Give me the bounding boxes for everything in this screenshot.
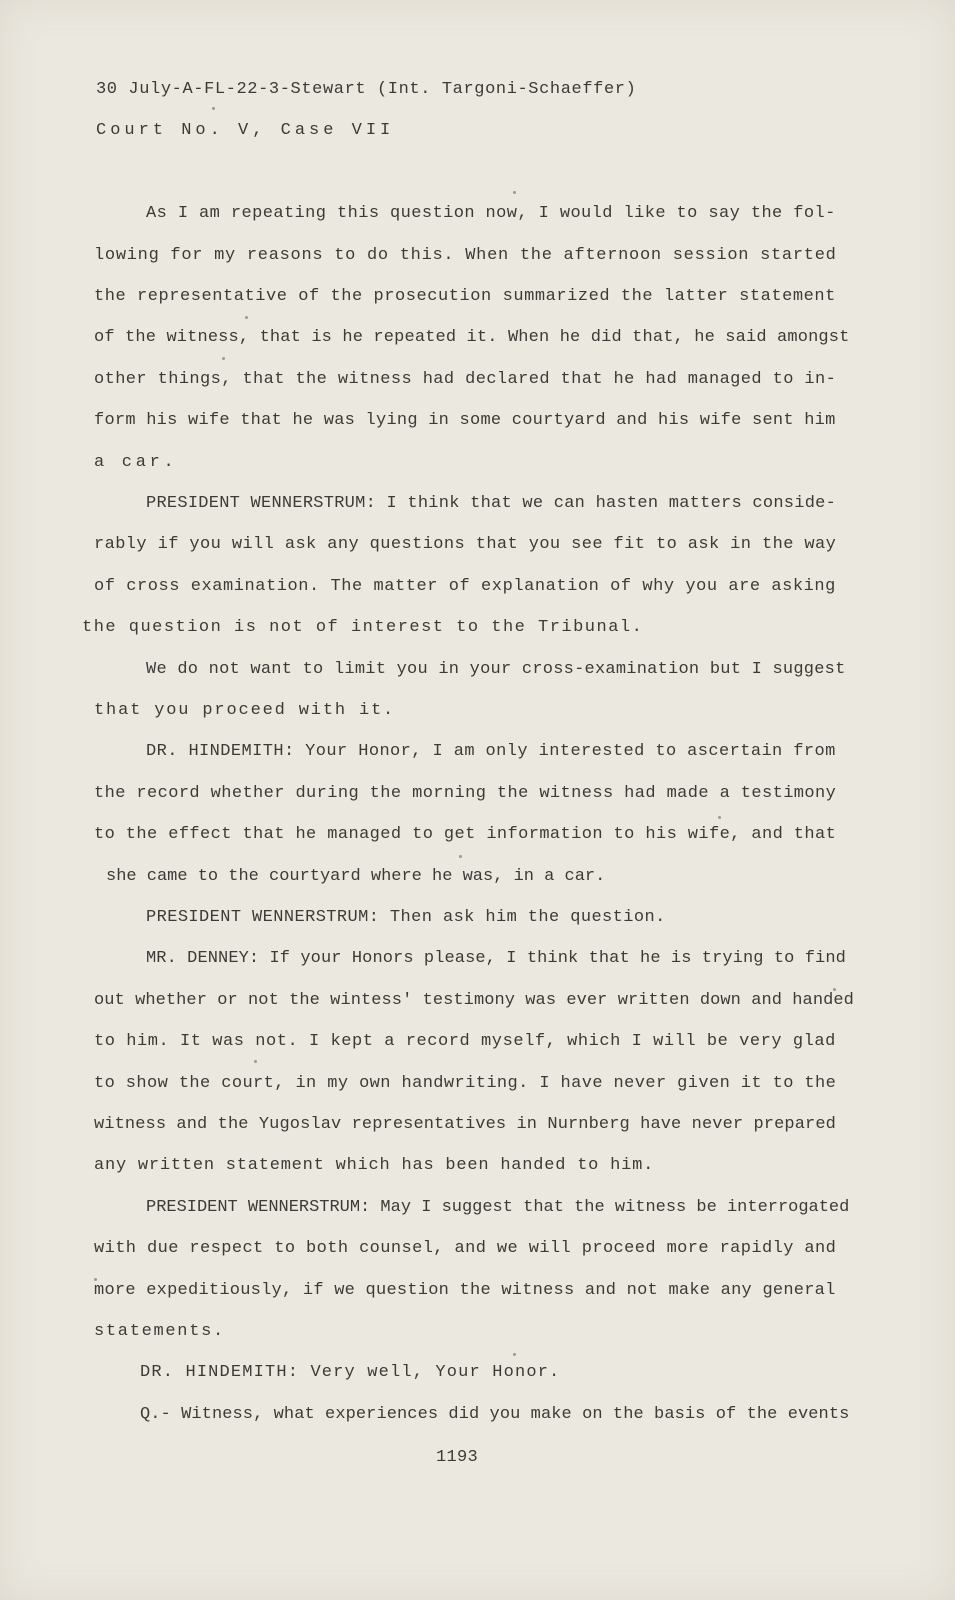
- paper-speck: [513, 191, 516, 194]
- text-line: of cross examination. The matter of explanation of why you are asking: [94, 577, 836, 596]
- text-line: to him. It was not. I kept a record myself, which I will be very glad: [94, 1032, 836, 1051]
- page-number: 1193: [436, 1448, 479, 1467]
- text-line: the question is not of interest to the Tribunal.: [82, 618, 644, 637]
- text-line: form his wife that he was lying in some courtyard and his wife sent him: [94, 411, 836, 430]
- text-line: any written statement which has been handed to him.: [94, 1156, 655, 1175]
- text-line: to the effect that he managed to get information to his wife, and that: [94, 825, 837, 844]
- text-line: rably if you will ask any questions that you see fit to ask in the way: [94, 535, 837, 554]
- paper-speck: [254, 1060, 257, 1063]
- text-line: PRESIDENT WENNERSTRUM: May I suggest that the witness be interrogated: [146, 1198, 850, 1217]
- text-line: a car.: [94, 453, 178, 472]
- paper-speck: [833, 988, 836, 991]
- text-line: the representative of the prosecution summarized the latter statement: [94, 287, 836, 306]
- paper-speck: [94, 1278, 97, 1281]
- text-line: lowing for my reasons to do this. When the afternoon session started: [94, 246, 837, 265]
- text-line: DR. HINDEMITH: Very well, Your Honor.: [140, 1363, 561, 1382]
- text-line: DR. HINDEMITH: Your Honor, I am only interested to ascertain from: [146, 742, 836, 761]
- text-line: she came to the courtyard where he was, in a car.: [106, 867, 606, 886]
- paper-speck: [513, 1353, 516, 1356]
- header-court-line: Court No. V, Case VII: [96, 121, 395, 140]
- text-line: PRESIDENT WENNERSTRUM: Then ask him the question.: [146, 908, 666, 927]
- text-line: to show the court, in my own handwriting. I have never given it to the: [94, 1074, 837, 1093]
- text-line: more expeditiously, if we question the witness and not make any general: [94, 1281, 836, 1300]
- text-line: As I am repeating this question now, I would like to say the fol-: [146, 204, 836, 223]
- text-line: that you proceed with it.: [94, 701, 396, 720]
- text-line: with due respect to both counsel, and we will proceed more rapidly and: [94, 1239, 837, 1258]
- paper-speck: [718, 816, 721, 819]
- text-line: the record whether during the morning the witness had made a testimony: [94, 784, 837, 803]
- header-case-line: 30 July-A-FL-22-3-Stewart (Int. Targoni-Schaeffer): [96, 80, 637, 99]
- paper-speck: [245, 316, 248, 319]
- text-line: We do not want to limit you in your cross-examination but I suggest: [146, 660, 846, 679]
- paper-speck: [212, 107, 215, 110]
- paper-speck: [222, 357, 225, 360]
- text-line: other things, that the witness had declared that he had managed to in-: [94, 370, 837, 389]
- text-line: statements.: [94, 1322, 225, 1341]
- text-line: MR. DENNEY: If your Honors please, I think that he is trying to find: [146, 949, 846, 968]
- text-line: Q.- Witness, what experiences did you make on the basis of the events: [140, 1405, 850, 1424]
- text-line: witness and the Yugoslav representatives in Nurnberg have never prepared: [94, 1115, 836, 1134]
- text-line: out whether or not the wintess' testimony was ever written down and handed: [94, 991, 854, 1010]
- text-line: of the witness, that is he repeated it. When he did that, he said amongst: [94, 328, 850, 347]
- paper-speck: [459, 855, 462, 858]
- text-line: PRESIDENT WENNERSTRUM: I think that we can hasten matters conside-: [146, 494, 837, 513]
